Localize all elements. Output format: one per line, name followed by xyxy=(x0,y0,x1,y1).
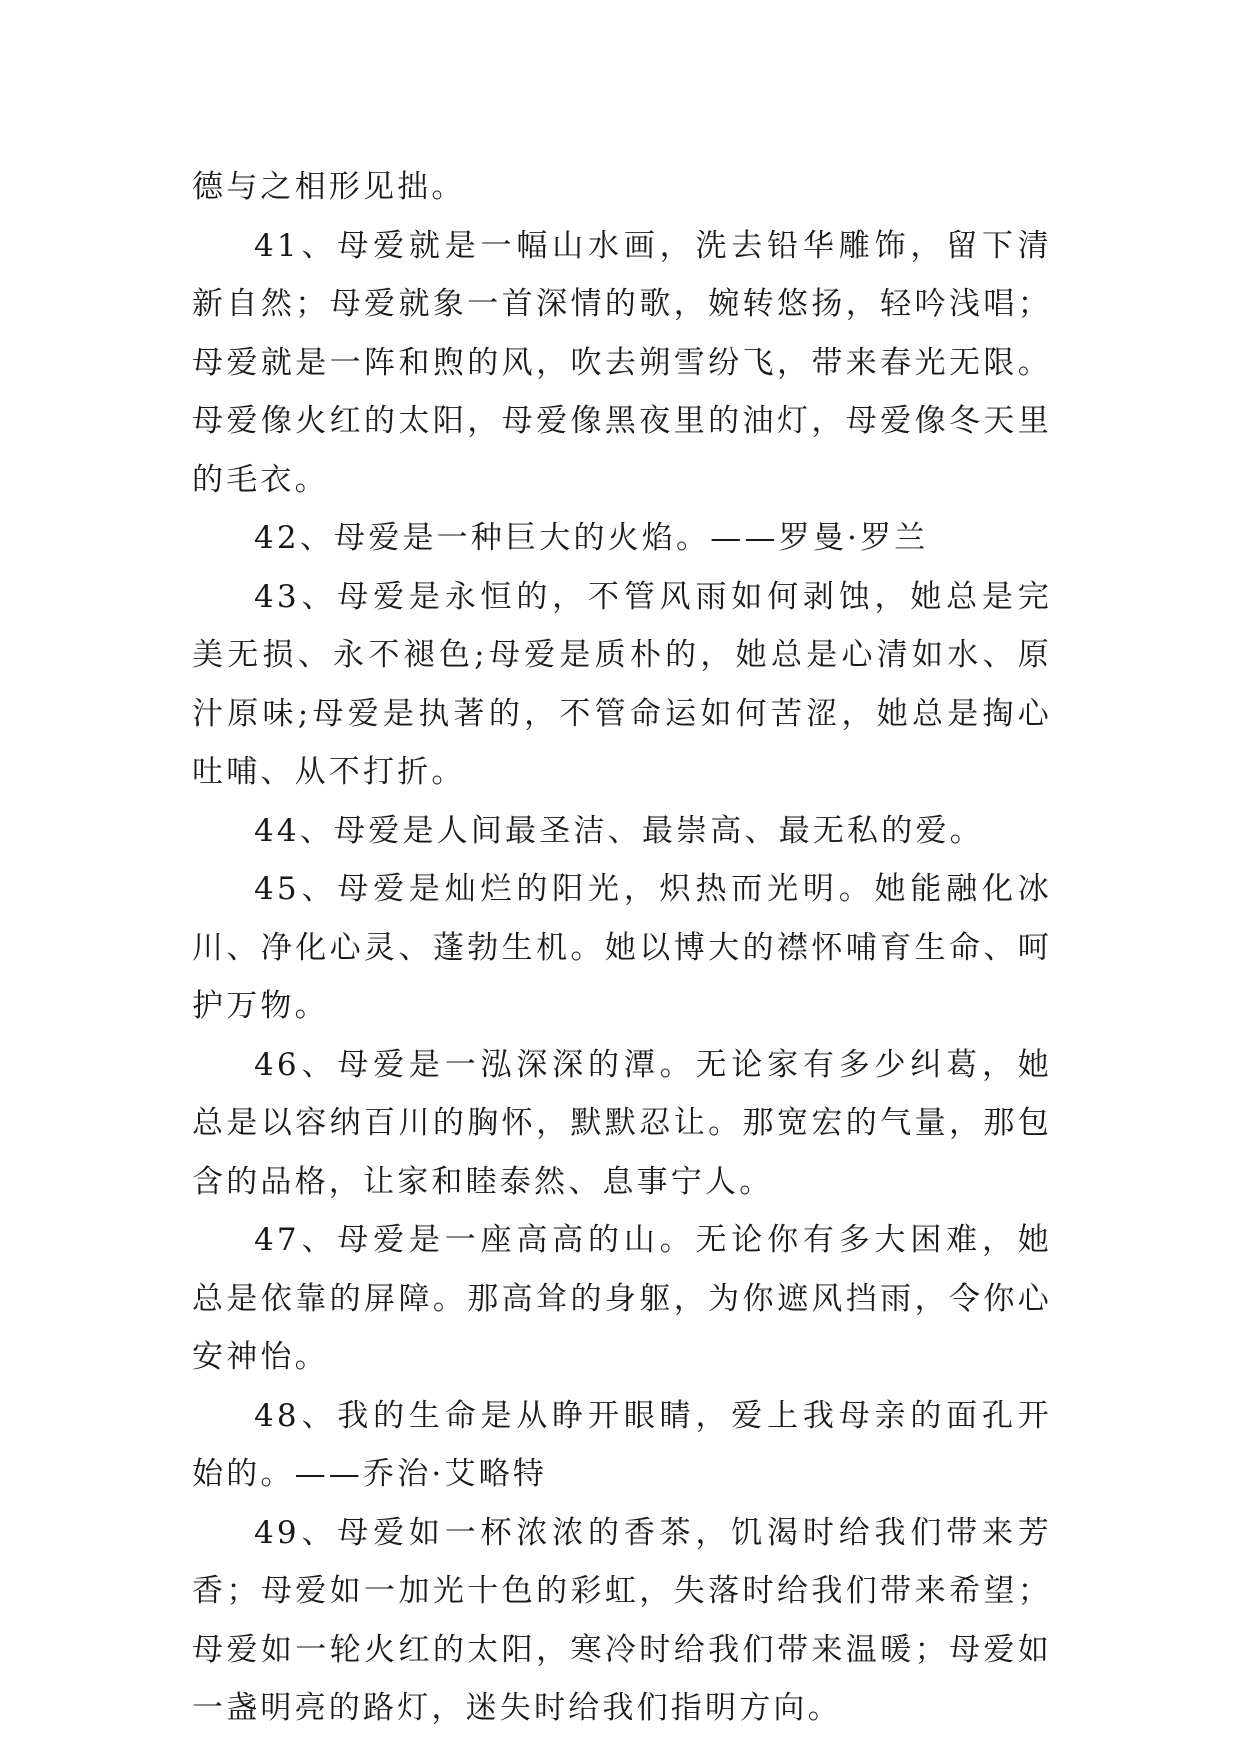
paragraph-48: 48、我的生命是从睁开眼睛，爱上我母亲的面孔开始的。——乔治·艾略特 xyxy=(192,1397,1052,1492)
paragraph-47: 47、母爱是一座高高的山。无论你有多大困难，她总是依靠的屏障。那高耸的身躯，为你遮风挡雨，令你心安神怡。 xyxy=(192,1222,1052,1375)
paragraph-46: 46、母爱是一泓深深的潭。无论家有多少纠葛，她总是以容纳百川的胸怀，默默忍让。那宽宏的气量，那包含的品格，让家和睦泰然、息事宁人。 xyxy=(192,1046,1052,1200)
document-body xyxy=(192,158,1052,1738)
paragraph-42: 42、母爱是一种巨大的火焰。——罗曼·罗兰 xyxy=(254,520,929,556)
paragraph-44: 44、母爱是人间最圣洁、最崇高、最无私的爱。 xyxy=(254,812,984,849)
paragraph-41: 41、母爱就是一幅山水画，洗去铅华雕饰，留下清新自然；母爱就象一首深情的歌，婉转悠扬，轻吟浅唱；母爱就是一阵和煦的风，吹去朔雪纷飞，带来春光无限。母爱像火红的太阳，母爱像黑夜里的油灯，母爱像冬天里的毛衣。 xyxy=(192,227,1052,498)
paragraph-43: 43、母爱是永恒的，不管风雨如何剥蚀，她总是完美无损、永不褪色;母爱是质朴的，她总是心清如水、原汁原味;母爱是执著的，不管命运如何苦涩，她总是掏心吐哺、从不打折。 xyxy=(192,578,1052,790)
paragraph-45: 45、母爱是灿烂的阳光，炽热而光明。她能融化冰川、净化心灵、蓬勃生机。她以博大的襟怀哺育生命、呵护万物。 xyxy=(192,871,1052,1024)
paragraph-continuation: 德与之相形见拙。 xyxy=(192,169,466,205)
paragraph-49: 49、母爱如一杯浓浓的香茶，饥渴时给我们带来芳香；母爱如一加光十色的彩虹，失落时给我们带来希望；母爱如一轮火红的太阳，寒冷时给我们带来温暖；母爱如一盏明亮的路灯，迷失时给我们指明方向。 xyxy=(192,1514,1052,1726)
